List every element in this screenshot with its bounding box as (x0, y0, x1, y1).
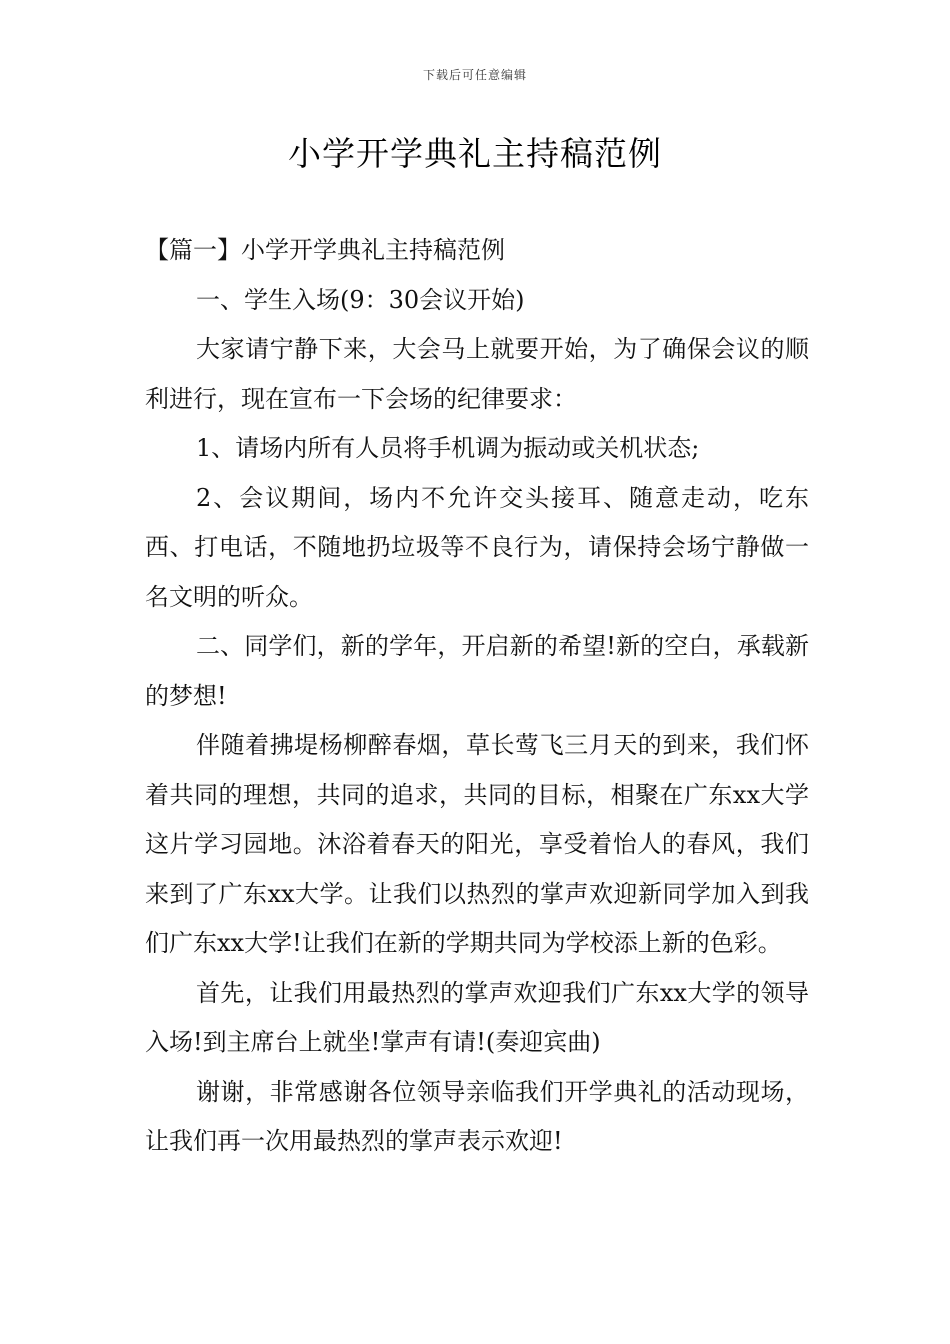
paragraph: 大家请宁静下来，大会马上就要开始，为了确保会议的顺利进行，现在宣布一下会场的纪律要求： (145, 335, 809, 413)
paragraph: 二、同学们，新的学年，开启新的希望!新的空白，承载新的梦想! (145, 632, 809, 710)
paragraph: 伴随着拂堤杨柳醉春烟，草长莺飞三月天的到来，我们怀着共同的理想，共同的追求，共同的目标，相聚在广东xx大学这片学习园地。沐浴着春天的阳光，享受着怡人的春风，我们来到了广东xx大学。让我们以热烈的掌声欢迎新同学加入到我们广东xx大学!让我们在新的学期共同为学校添上新的色彩。 (145, 731, 809, 957)
document-title: 小学开学典礼主持稿范例 (288, 134, 662, 173)
paragraph: 1、请场内所有人员将手机调为振动或关机状态; (196, 434, 700, 462)
paragraph: 谢谢，非常感谢各位领导亲临我们开学典礼的活动现场，让我们再一次用最热烈的掌声表示欢迎! (145, 1077, 809, 1155)
paragraph: 一、学生入场(9：30会议开始) (196, 285, 525, 314)
paragraph: 首先，让我们用最热烈的掌声欢迎我们广东xx大学的领导入场!到主席台上就坐!掌声有请!(奏迎宾曲) (145, 978, 809, 1056)
paragraph: 2、会议期间，场内不允许交头接耳、随意走动，吃东西、打电话，不随地扔垃圾等不良行为，请保持会场宁静做一名文明的听众。 (145, 483, 809, 611)
section-heading: 【篇一】小学开学典礼主持稿范例 (145, 236, 505, 264)
header-note: 下载后可任意编辑 (422, 68, 527, 82)
document-body (145, 226, 809, 1167)
